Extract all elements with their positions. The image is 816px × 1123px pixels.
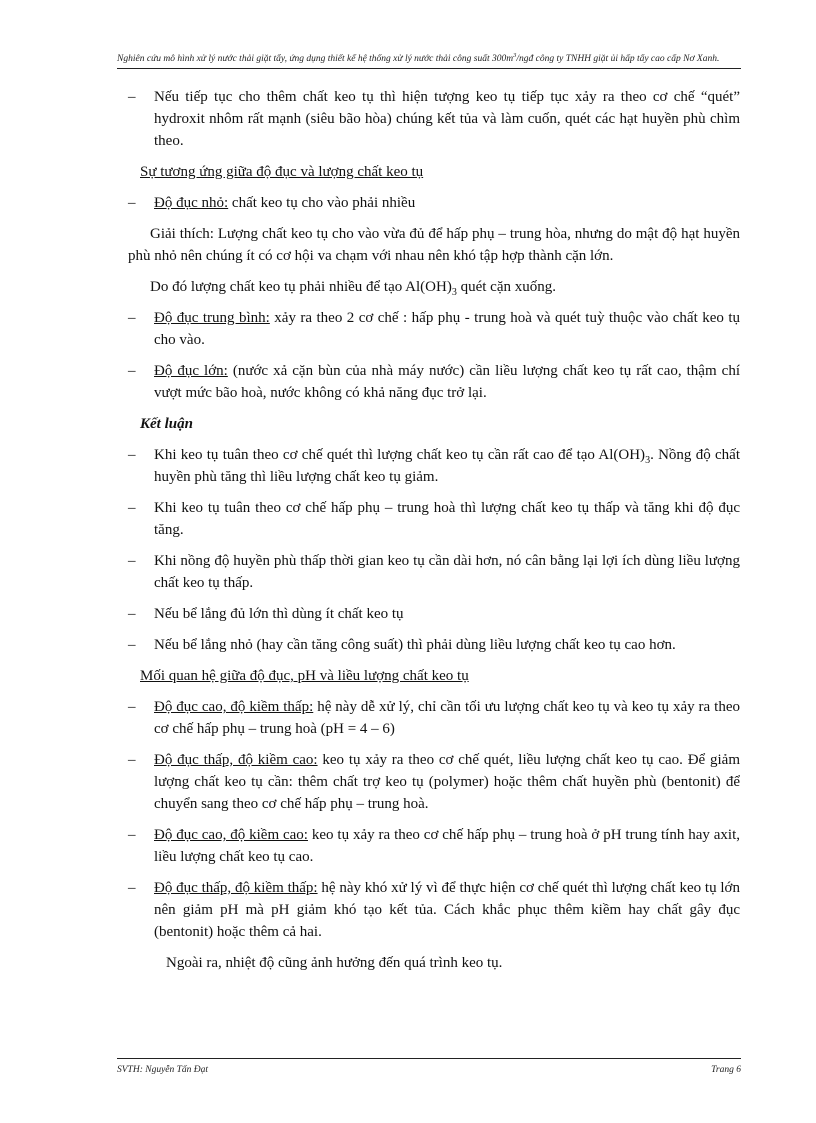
bullet-text: keo tụ xảy ra theo cơ chế hấp phụ – trung hoà ở pH trung tính hay axit, liều lượng chất keo tụ cao. <box>154 827 740 865</box>
therefore-text-end: quét cặn xuống. <box>456 279 556 295</box>
dash-marker: – <box>128 447 136 463</box>
bullet-lead: Độ đục thấp, độ kiềm thấp: <box>154 880 318 896</box>
bullet-text: keo tụ xảy ra theo cơ chế quét, liều lượng chất keo tụ cao. Để giảm lượng chất keo tụ cần: thêm chất trợ keo tụ (polymer) hoặc thêm chất huyền phù (bentonit) để chuyển sang theo cơ chế hấp phụ – trung hoà. <box>154 752 740 812</box>
subscript: 3 <box>645 455 651 466</box>
explanation-paragraph: Giải thích: Lượng chất keo tụ cho vào vừa đủ để hấp phụ – trung hòa, nhưng do mật độ hạt huyền phù nhỏ nên chúng ít có cơ hội va chạm với nhau nên khó tập hợp thành cặn lớn. <box>128 226 740 264</box>
conclusion-item <box>128 550 740 594</box>
section-heading-turbidity-dose: Sự tương ứng giữa độ đục và lượng chất keo tụ <box>140 164 424 180</box>
closing-paragraph: Ngoài ra, nhiệt độ cũng ảnh hưởng đến quá trình keo tụ. <box>166 955 503 971</box>
bullet-item <box>128 307 740 351</box>
bullet-item <box>128 86 740 152</box>
conclusion-text: Khi nồng độ huyền phù thấp thời gian keo tụ cần dài hơn, nó cân bằng lại lợi ích dùng liều lượng chất keo tụ thấp. <box>154 553 740 591</box>
bullet-lead: Độ đục trung bình: <box>154 310 270 326</box>
conclusion-item <box>128 497 740 541</box>
dash-marker: – <box>128 89 136 105</box>
dash-marker: – <box>128 880 136 896</box>
header-text: Nghiên cứu mô hình xử lý nước thải giặt tẩy, ứng dụng thiết kế hệ thống xử lý nước thải công suất 300m <box>117 54 514 65</box>
relation-item <box>128 696 740 740</box>
bullet-lead: Độ đục thấp, độ kiềm cao: <box>154 752 318 768</box>
bullet-item <box>128 360 740 404</box>
conclusion-item <box>128 634 740 656</box>
dash-marker: – <box>128 500 136 516</box>
conclusion-heading: Kết luận <box>140 416 193 432</box>
header-text-end: /ngđ công ty TNHH giặt ủi hấp tẩy cao cấp Nơ Xanh. <box>516 54 720 65</box>
page-header <box>117 50 741 69</box>
bullet-text: (nước xả cặn bùn của nhà máy nước) cần liều lượng chất keo tụ rất cao, thậm chí vượt mức bão hoà, nước không có khả năng đục trở lại. <box>154 363 740 401</box>
relation-item <box>128 877 740 943</box>
relation-item <box>128 824 740 868</box>
dash-marker: – <box>128 195 136 211</box>
footer-author: SVTH: Nguyễn Tấn Đạt <box>117 1065 209 1075</box>
conclusion-text: Khi keo tụ tuân theo cơ chế hấp phụ – trung hoà thì lượng chất keo tụ thấp và tăng khi độ đục tăng. <box>154 500 740 538</box>
dash-marker: – <box>128 827 136 843</box>
bullet-lead: Độ đục cao, độ kiềm thấp: <box>154 699 314 715</box>
dash-marker: – <box>128 606 136 622</box>
bullet-text: hệ này dễ xử lý, chỉ cần tối ưu lượng chất keo tụ và keo tụ xảy ra theo cơ chế hấp phụ – trung hoà (pH = 4 – 6) <box>154 699 740 737</box>
subscript: 3 <box>451 287 457 298</box>
therefore-paragraph <box>128 276 740 298</box>
header-superscript: 3 <box>513 52 517 59</box>
dash-marker: – <box>128 699 136 715</box>
conclusion-text: Nếu bể lắng đủ lớn thì dùng ít chất keo tụ <box>154 606 404 622</box>
conclusion-text-end: . Nồng độ chất huyền phù tăng thì liều lượng chất keo tụ giảm. <box>154 447 740 485</box>
dash-marker: – <box>128 752 136 768</box>
page-body <box>128 86 740 974</box>
bullet-text: Nếu tiếp tục cho thêm chất keo tụ thì hiện tượng keo tụ tiếp tục xảy ra theo cơ chế “quét” hydroxit nhôm rất mạnh (siêu bão hòa) chúng kết tủa và làm cuốn, quét các hạt huyền phù chìm theo. <box>154 89 740 149</box>
page-footer <box>117 1058 741 1075</box>
section-heading-turbidity-ph: Mối quan hệ giữa độ đục, pH và liều lượng chất keo tụ <box>140 668 469 684</box>
bullet-text: chất keo tụ cho vào phải nhiều <box>228 195 416 211</box>
bullet-lead: Độ đục nhỏ: <box>154 195 229 211</box>
dash-marker: – <box>128 553 136 569</box>
footer-page-number: Trang 6 <box>711 1065 741 1075</box>
conclusion-text: Khi keo tụ tuân theo cơ chế quét thì lượng chất keo tụ cần rất cao để tạo Al(OH) <box>154 447 646 463</box>
conclusion-item <box>128 444 740 488</box>
bullet-text: xảy ra theo 2 cơ chế : hấp phụ - trung hoà và quét tuỳ thuộc vào chất keo tụ cho vào. <box>154 310 740 348</box>
dash-marker: – <box>128 637 136 653</box>
conclusion-item <box>128 603 740 625</box>
bullet-text: hệ này khó xử lý vì để thực hiện cơ chế quét thì lượng chất keo tụ lớn nên giảm pH mà pH giảm khó tạo kết tủa. Cách khắc phục thêm kiềm hay chất gây đục (bentonit) hoặc thêm cả hai. <box>154 880 740 940</box>
conclusion-text: Nếu bể lắng nhỏ (hay cần tăng công suất) thì phải dùng liều lượng chất keo tụ cao hơn. <box>154 637 676 653</box>
dash-marker: – <box>128 363 136 379</box>
relation-item <box>128 749 740 815</box>
bullet-lead: Độ đục cao, độ kiềm cao: <box>154 827 308 843</box>
therefore-text: Do đó lượng chất keo tụ phải nhiều để tạo Al(OH) <box>150 279 452 295</box>
bullet-lead: Độ đục lớn: <box>154 363 228 379</box>
dash-marker: – <box>128 310 136 326</box>
bullet-item <box>128 192 740 214</box>
